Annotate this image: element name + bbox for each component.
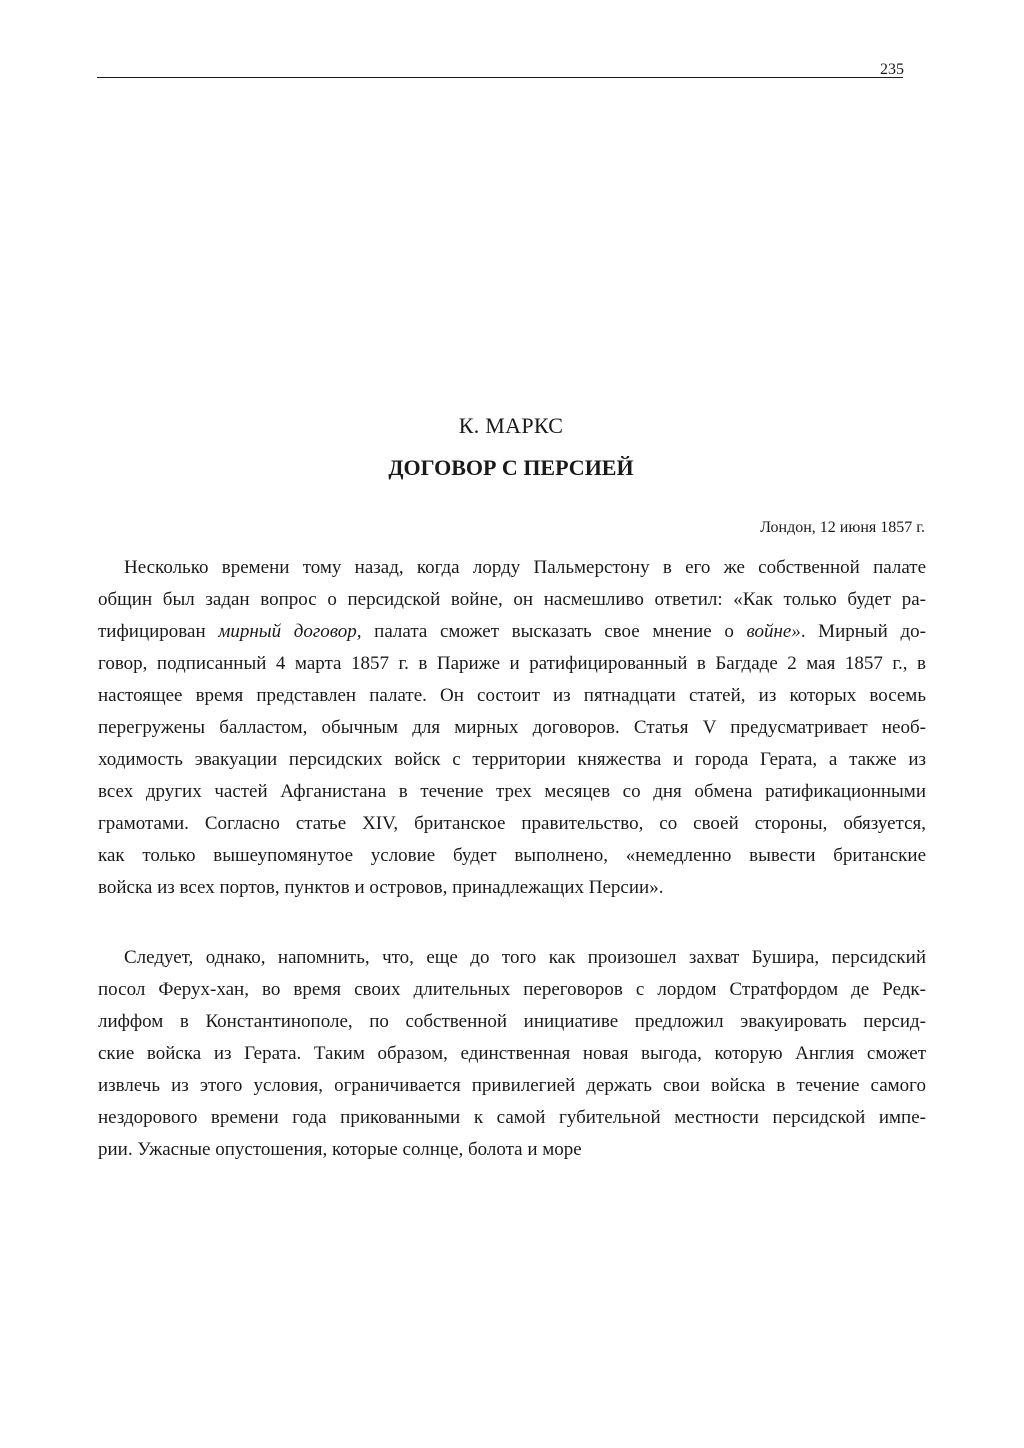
text-line: грамотами. Согласно статье XIV, британское правительство, со своей стороны, обязуется, (98, 813, 926, 834)
text-line: ские войска из Герата. Таким образом, единственная новая выгода, которую Англия сможет (98, 1043, 926, 1064)
text-line: рии. Ужасные опустошения, которые солнце, болота и море (98, 1139, 582, 1160)
text-line: Следует, однако, напомнить, что, еще до того как произошел захват Бушира, персидский (124, 947, 926, 968)
text-run: тифицирован (98, 621, 219, 642)
text-line: нездорового времени года прикованными к самой губительной местности персидской импе- (98, 1107, 926, 1128)
text-line: лиффом в Константинополе, по собственной инициативе предложил эвакуировать персид- (98, 1011, 926, 1032)
text-line: говор, подписанный 4 марта 1857 г. в Париже и ратифицированный в Багдаде 2 мая 1857 г., в (98, 653, 926, 674)
emphasis-voyne: войне» (746, 621, 801, 642)
text-line: извлечь из этого условия, ограничивается привилегией держать свои войска в течение самого (98, 1075, 926, 1096)
text-line: как только вышеупомянутое условие будет выполнено, «немедленно вывести британские (98, 845, 926, 866)
text-line: настоящее время представлен палате. Он состоит из пятнадцати статей, из которых восемь (98, 685, 926, 706)
text-line: ходимость эвакуации персидских войск с территории княжества и города Герата, а также из (98, 749, 926, 770)
text-line: перегружены балластом, обычным для мирных договоров. Статья V предусматривает необ- (98, 717, 926, 738)
text-line: Несколько времени тому назад, когда лорду Пальмерстону в его же собственной палате (124, 557, 926, 578)
text-line (98, 616, 926, 648)
page-number: 235 (880, 61, 904, 78)
paragraph (98, 942, 926, 1166)
text-run: палата сможет высказать свое мнение о (361, 621, 747, 642)
text-line: общин был задан вопрос о персидской войне, он насмешливо ответил: «Как только будет ра- (98, 589, 926, 610)
text-line: посол Ферух-хан, во время своих длительных переговоров с лордом Стратфордом де Редк- (98, 979, 926, 1000)
article-title: ДОГОВОР С ПЕРСИЕЙ (388, 455, 634, 480)
dateline: Лондон, 12 июня 1857 г. (760, 519, 925, 536)
text-line: всех других частей Афганистана в течение трех месяцев со дня обмена ратификационными (98, 781, 926, 802)
author-name: К. МАРКС (458, 413, 564, 438)
text-line: войска из всех портов, пунктов и островов, принадлежащих Персии». (98, 877, 664, 898)
emphasis-mirny-dogovor: мирный договор, (218, 621, 362, 642)
text-run: . Мирный до- (800, 621, 926, 642)
header-rule (97, 77, 903, 78)
paragraph (98, 552, 926, 904)
